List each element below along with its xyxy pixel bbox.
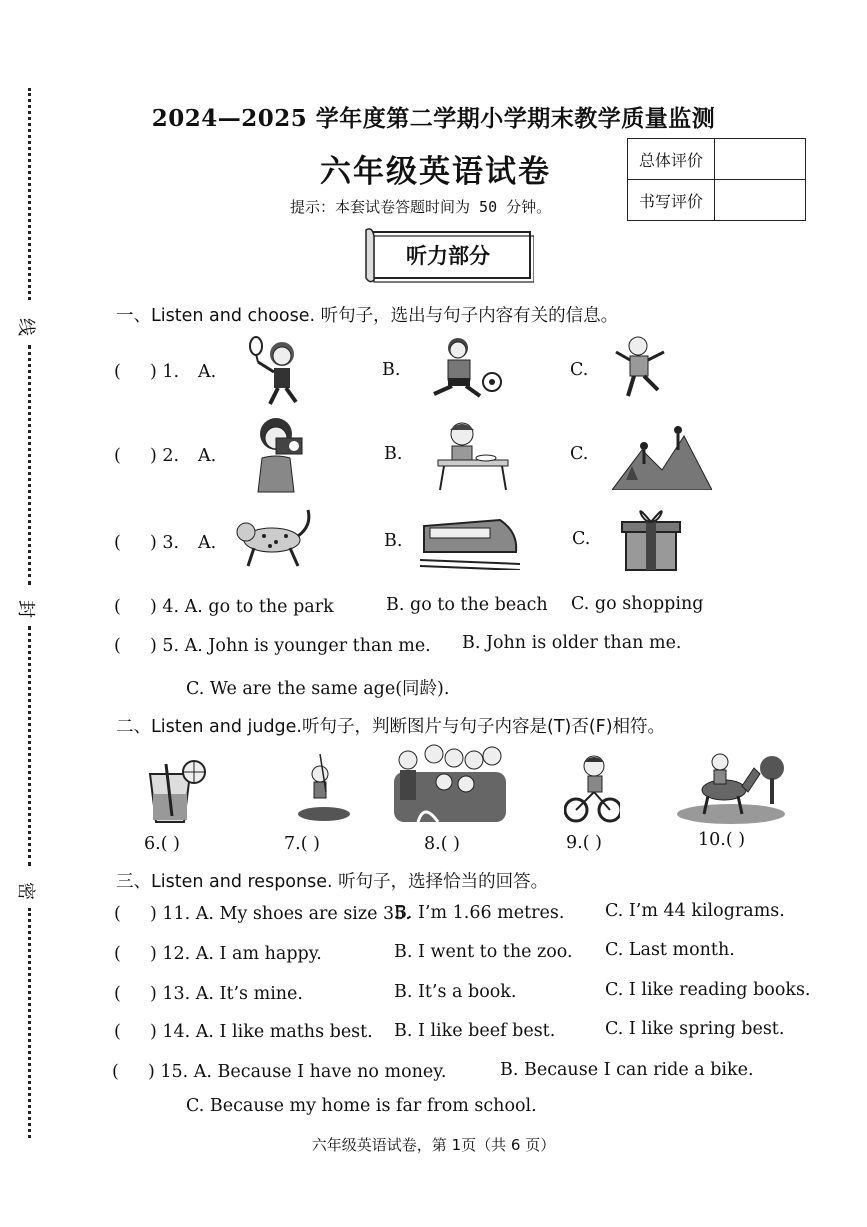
binding-char-line: 线 [15,318,36,336]
football-player-icon [420,334,506,402]
q13-option-b: B. It’s a book. [394,982,517,1002]
cycling-girl-icon [564,752,620,824]
q11-paren[interactable]: ( [114,904,121,924]
photographer-icon [250,414,310,494]
section3-heading: 三、Listen and response. 听句子，选择恰当的回答。 [116,872,549,892]
section2-heading: 二、Listen and judge.听句子，判断图片与句子内容是(T)否(F)相符。 [116,717,666,737]
leopard-icon [232,506,316,570]
overall-evaluation-field[interactable] [715,139,806,180]
q10-label[interactable]: 10.( ) [698,830,746,850]
q14-option-b: B. I like beef best. [394,1021,556,1041]
banner-label: 听力部分 [406,244,490,268]
juice-glass-icon [140,760,212,826]
q4-option-b: B. go to the beach [386,595,548,615]
binding-char-seal: 封 [15,600,36,618]
q11-option-a: ) 11. A. My shoes are size 35. [150,904,411,924]
eating-boy-icon [430,418,512,492]
q3-option-c: C. [572,529,591,549]
q14-option-a: ) 14. A. I like maths best. [150,1022,373,1042]
q9-label[interactable]: 9.( ) [566,833,602,853]
q15-option-a: ) 15. A. Because I have no money. [148,1062,447,1082]
q3-label: ) 3. [150,533,180,553]
q14-paren[interactable]: ( [114,1022,121,1042]
gift-box-icon [620,502,682,574]
q15-option-c: C. Because my home is far from school. [186,1096,537,1116]
q14-option-c: C. I like spring best. [605,1019,785,1039]
q12-option-b: B. I went to the zoo. [394,942,573,962]
q2-option-c: C. [570,444,589,464]
binding-char-secret: 密 [15,882,36,900]
q13-option-a: ) 13. A. It’s mine. [150,984,303,1004]
mountain-climbers-icon [612,420,712,490]
q1-paren[interactable]: ( [114,362,121,382]
train-icon [420,512,520,570]
q1-option-a: A. [198,362,217,382]
q2-paren[interactable]: ( [114,446,121,466]
q13-paren[interactable]: ( [114,984,121,1004]
page-footer: 六年级英语试卷，第 1页（共 6 页） [311,1136,556,1154]
fishing-boy-icon [296,752,352,824]
q11-option-c: C. I’m 44 kilograms. [605,901,785,921]
family-group-icon [394,742,506,822]
q5-paren[interactable]: ( [114,636,121,656]
q1-label: ) 1. [150,362,180,382]
q1-option-b: B. [382,360,401,380]
q3-option-b: B. [384,531,403,551]
q11-option-b: B. I’m 1.66 metres. [394,903,565,923]
binding-dotted-line-lower [28,626,31,866]
badminton-player-icon [248,332,312,408]
q12-option-c: C. Last month. [605,940,735,960]
binding-dotted-line-bottom [28,908,31,1138]
exam-title: 2024—2025 学年度第二学期小学期末教学质量监测 [151,105,716,132]
exam-subtitle: 六年级英语试卷 [320,154,551,190]
q7-label[interactable]: 7.( ) [284,834,320,854]
q13-option-c: C. I like reading books. [605,980,811,1000]
q15-option-b: B. Because I can ride a bike. [500,1060,754,1080]
evaluation-table [627,138,806,221]
writing-evaluation-label: 书写评价 [628,180,715,221]
listening-section-banner [362,228,534,280]
q12-option-a: ) 12. A. I am happy. [150,944,322,964]
writing-evaluation-field[interactable] [715,180,806,221]
binding-dotted-line-mid [28,345,31,585]
q4-option-c: C. go shopping [571,594,704,614]
q12-paren[interactable]: ( [114,944,121,964]
q2-option-b: B. [384,444,403,464]
q8-label[interactable]: 8.( ) [424,834,460,854]
section1-heading: 一、Listen and choose. 听句子，选出与句子内容有关的信息。 [116,306,619,326]
q4-paren[interactable]: ( [114,597,121,617]
horse-rider-icon [676,748,786,824]
q2-option-a: A. [198,446,217,466]
q15-paren[interactable]: ( [112,1062,119,1082]
q3-paren[interactable]: ( [114,533,121,553]
q4-option-a: ) 4. A. go to the park [150,597,334,617]
q5-option-b: B. John is older than me. [462,633,682,653]
q5-option-a: ) 5. A. John is younger than me. [150,636,431,656]
overall-evaluation-label: 总体评价 [628,139,715,180]
q1-option-c: C. [570,360,589,380]
q2-label: ) 2. [150,446,180,466]
q6-label[interactable]: 6.( ) [144,834,180,854]
q5-option-c: C. We are the same age(同龄). [186,679,450,699]
time-hint: 提示：本套试卷答题时间为 50 分钟。 [290,198,552,216]
q3-option-a: A. [198,533,217,553]
ice-skater-icon [612,332,672,404]
